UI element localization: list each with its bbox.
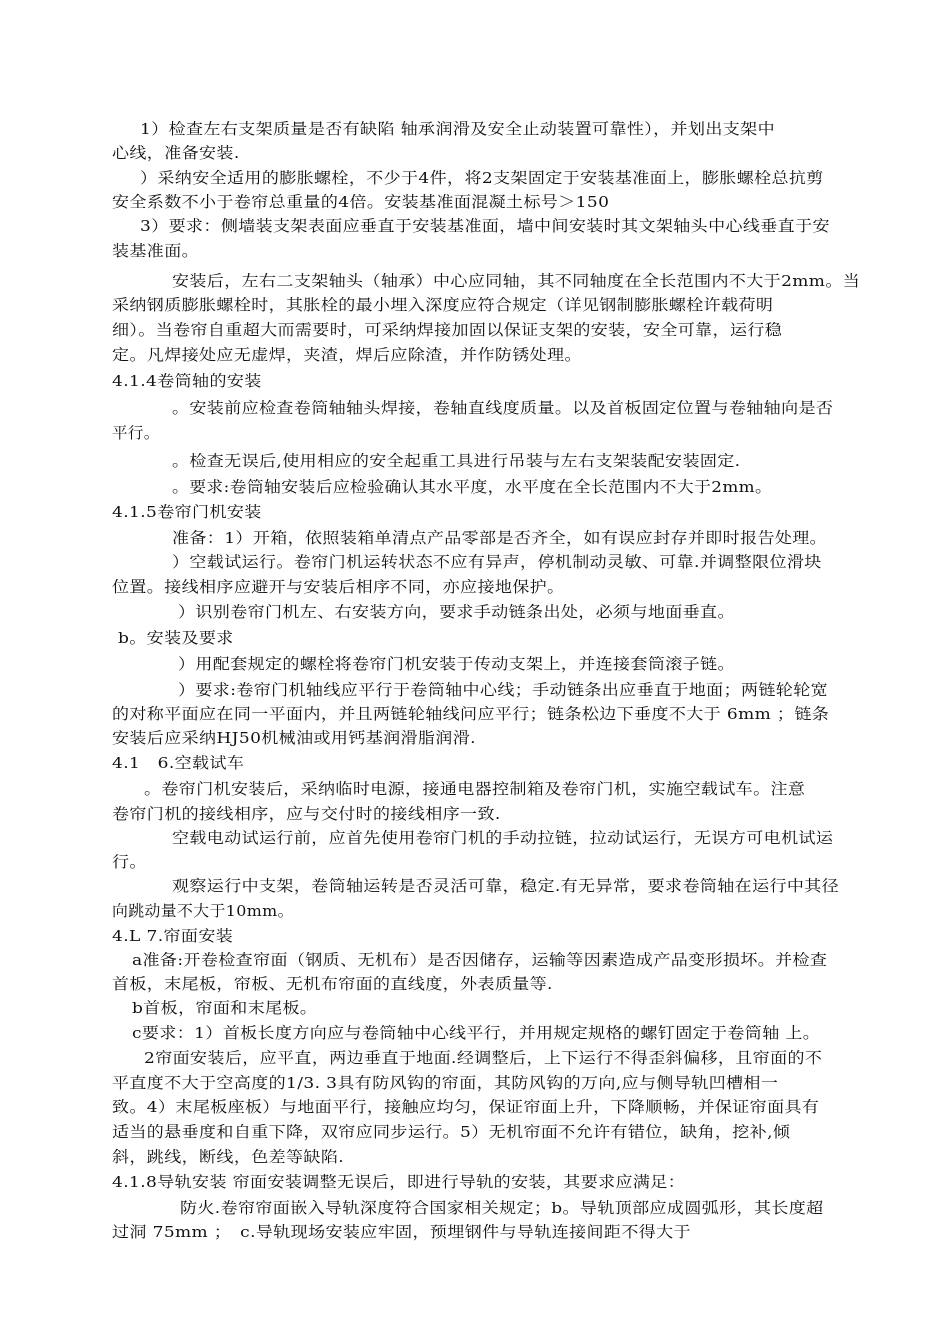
text-line: ）识别卷帘门机左、右安装方向，要求手动链条出处，必须与地面垂直。 xyxy=(178,603,735,621)
text-line: 观察运行中支架，卷筒轴运转是否灵活可靠，稳定.有无异常，要求卷筒轴在运行中其径 xyxy=(172,877,840,895)
text-line: 采纳钢质膨胀螺栓时，其胀栓的最小埋入深度应符合规定（详见钢制膨胀螺栓许载荷明 xyxy=(112,296,774,314)
text-line: 4.1 6.空载试车 xyxy=(112,754,245,772)
text-line: 4.1.8导轨安装 帘面安装调整无误后，即进行导轨的安装，其要求应满足： xyxy=(112,1173,686,1191)
text-line: 4.1.4卷筒轴的安装 xyxy=(112,372,262,390)
text-line: 适当的悬垂度和自重下降，双帘应同步运行。5）无机帘面不允许有错位，缺角，挖补,倾 xyxy=(112,1123,791,1141)
text-line: 安装后应采纳HJ50机械油或用钙基润滑脂润滑. xyxy=(112,729,476,747)
text-line: b首板，帘面和末尾板。 xyxy=(132,999,318,1017)
text-line: c要求：1）首板长度方向应与卷筒轴中心线平行，并用规定规格的螺钉固定于卷筒轴 上。 xyxy=(132,1024,821,1042)
text-line: ）空载试运行。卷帘门机运转状态不应有异声，停机制动灵敏、可靠.并调整限位滑块 xyxy=(172,553,822,571)
text-line: 准备：1）开箱，依照装箱单清点产品零部是否齐全，如有误应封存并即时报告处理。 xyxy=(172,529,828,547)
text-line: 4.1.5卷帘门机安装 xyxy=(112,503,262,521)
text-line: 2帘面安装后，应平直，两边垂直于地面.经调整后，上下运行不得歪斜偏移，且帘面的不 xyxy=(144,1049,823,1067)
text-line: 装基准面。 xyxy=(112,242,200,260)
text-line: 行。 xyxy=(112,853,147,871)
text-line: 4.L 7.帘面安装 xyxy=(112,927,234,945)
text-line: 安全系数不小于卷帘总重量的4倍。安装基准面混凝土标号＞150 xyxy=(112,193,610,211)
text-line: ）用配套规定的螺栓将卷帘门机安装于传动支架上，并连接套筒滚子链。 xyxy=(178,655,735,673)
text-line: 首板，末尾板，帘板、无机布帘面的直线度，外表质量等. xyxy=(112,975,553,993)
text-line: a准备:开卷检查帘面（钢质、无机布）是否因储存，运输等因素造成产品变形损坏。并检查 xyxy=(132,951,828,969)
text-line: 。安装前应检查卷筒轴轴头焊接，卷轴直线度质量。以及首板固定位置与卷轴轴向是否 xyxy=(172,399,834,417)
text-line: b。安装及要求 xyxy=(118,629,234,647)
text-line: 平行。 xyxy=(112,424,160,442)
text-line: 安装后，左右二支架轴头（轴承）中心应同轴，其不同轴度在全长范围内不大于2mm。当 xyxy=(172,272,861,290)
text-line: 的对称平面应在同一平面内，并且两链轮轴线问应平行；链条松边下垂度不大于 6mm ；链条 xyxy=(112,705,830,723)
text-line: 过洞 75mm ； c.导轨现场安装应牢固，预埋钢件与导轨连接间距不得大于 xyxy=(112,1223,691,1241)
text-line: 细）。当卷帘自重超大而需要时，可采纳焊接加固以保证支架的安装，安全可靠，运行稳 xyxy=(112,321,783,339)
text-line: 定。凡焊接处应无虚焊，夹渣，焊后应除渣，并作防锈处理。 xyxy=(112,346,582,364)
text-line: 防火.卷帘帘面嵌入导轨深度符合国家相关规定；b。导轨顶部应成圆弧形，其长度超 xyxy=(180,1199,824,1217)
text-line: 致。4）末尾板座板）与地面平行，接触应均匀，保证帘面上升，下降顺畅，并保证帘面具有 xyxy=(112,1098,820,1116)
text-line: 斜，跳线，断线，色差等缺陷. xyxy=(112,1148,345,1166)
text-line: 平直度不大于空高度的1/3. 3具有防风钩的帘面，其防风钩的万向,应与侧导轨凹槽相一 xyxy=(112,1074,779,1092)
text-line: ）采纳安全适用的膨胀螺栓，不少于4件，将2支架固定于安装基准面上，膨胀螺栓总抗剪 xyxy=(140,169,824,187)
text-line: 1）检查左右支架质量是否有缺陷 轴承润滑及安全止动装置可靠性），并划出支架中 xyxy=(140,120,775,138)
text-line: 位置。接线相序应避开与安装后相序不同，亦应接地保护。 xyxy=(112,578,565,596)
text-line: 向跳动量不大于10mm。 xyxy=(112,902,294,920)
text-line: 。卷帘门机安装后，采纳临时电源，接通电器控制箱及卷帘门机，实施空载试车。注意 xyxy=(144,780,806,798)
text-line: 卷帘门机的接线相序，应与交付时的接线相序一致. xyxy=(112,805,501,823)
text-line: 空载电动试运行前，应首先使用卷帘门机的手动拉链，拉动试运行，无误方可电机试运 xyxy=(172,829,834,847)
text-line: 心线，准备安装. xyxy=(112,144,240,162)
text-line: 3）要求：侧墙装支架表面应垂直于安装基准面，墙中间安装时其文架轴头中心线垂直于安 xyxy=(140,217,830,235)
text-line: 。要求:卷筒轴安装后应检验确认其水平度，水平度在全长范围内不大于2mm。 xyxy=(172,478,773,496)
text-line: ）要求:卷帘门机轴线应平行于卷筒轴中心线；手动链条出应垂直于地面；两链轮轮宽 xyxy=(178,681,829,699)
text-line: 。检查无误后,使用相应的安全起重工具进行吊装与左右支架装配安装固定. xyxy=(172,452,741,470)
